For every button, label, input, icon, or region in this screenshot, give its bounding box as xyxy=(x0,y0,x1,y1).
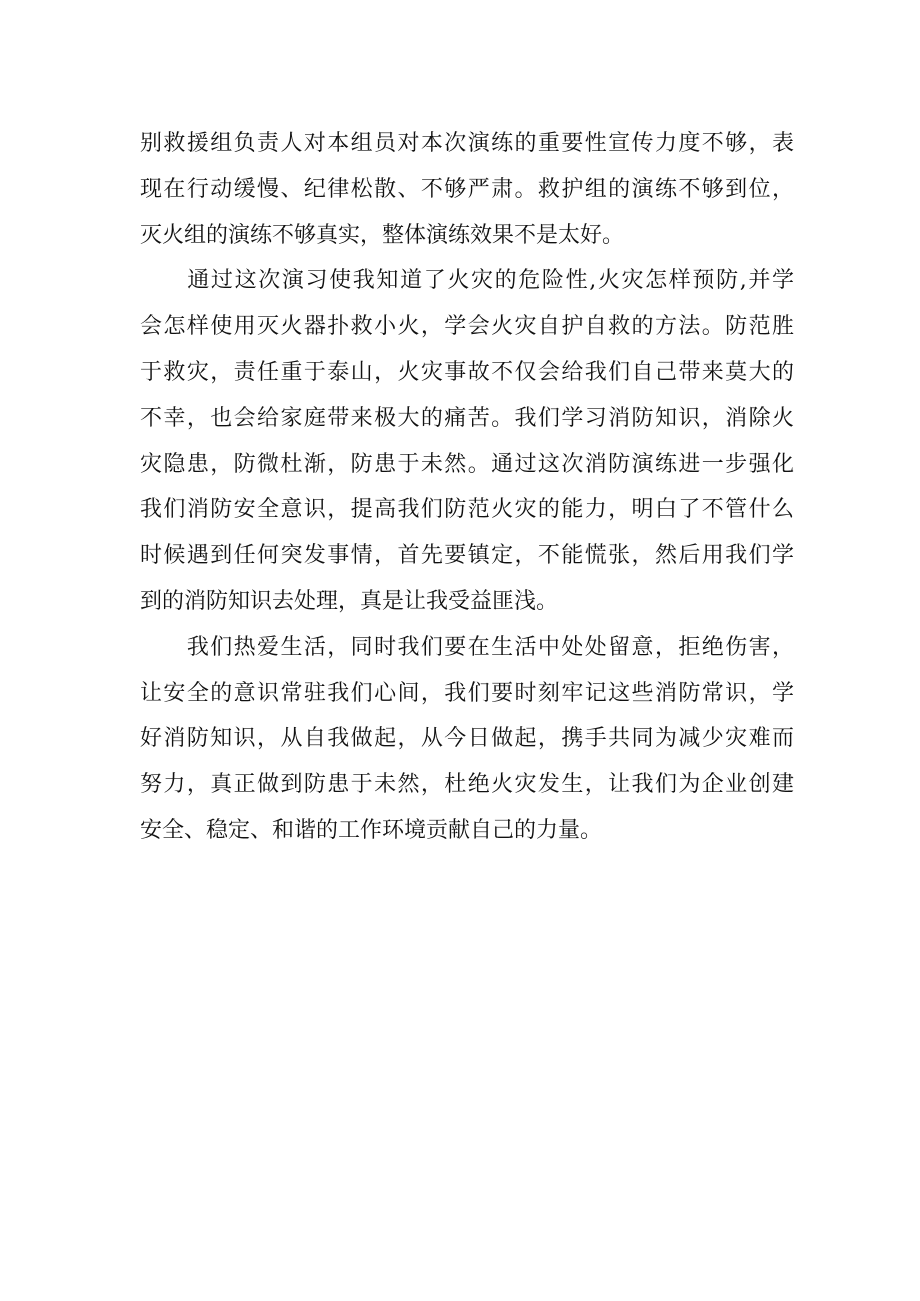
text-line: 好消防知识，从自我做起，从今日做起，携手共同为减少灾难而 xyxy=(140,726,794,752)
text-line: 会怎样使用灭火器扑救小火，学会火灾自护自救的方法。防范胜 xyxy=(140,314,794,340)
paragraph-1 xyxy=(140,121,794,258)
text-line: 努力，真正做到防患于未然，杜绝火灾发生，让我们为企业创建 xyxy=(140,772,794,798)
text-line: 到的消防知识去处理，真是让我受益匪浅。 xyxy=(140,588,559,614)
text-line: 让安全的意识常驻我们心间，我们要时刻牢记这些消防常识，学 xyxy=(140,680,794,706)
text-line: 不幸，也会给家庭带来极大的痛苦。我们学习消防知识，消除火 xyxy=(140,405,794,431)
text-line: 现在行动缓慢、纪律松散、不够严肃。救护组的演练不够到位， xyxy=(140,176,794,202)
paragraph-2 xyxy=(140,258,794,624)
text-line: 我们消防安全意识，提高我们防范火灾的能力，明白了不管什么 xyxy=(140,497,794,523)
text-line: 于救灾，责任重于泰山，火灾事故不仅会给我们自己带来莫大的 xyxy=(140,359,794,385)
text-line: 灭火组的演练不够真实，整体演练效果不是太好。 xyxy=(140,222,625,248)
text-line: 通过这次演习使我知道了火灾的危险性,火灾怎样预防,并学 xyxy=(140,268,794,294)
paragraph-3 xyxy=(140,625,794,854)
text-line: 时候遇到任何突发事情，首先要镇定，不能慌张，然后用我们学 xyxy=(140,543,794,569)
document-body xyxy=(140,121,794,854)
text-line: 我们热爱生活，同时我们要在生活中处处留意，拒绝伤害， xyxy=(140,634,794,660)
text-line: 灾隐患，防微杜渐，防患于未然。通过这次消防演练进一步强化 xyxy=(140,451,794,477)
text-line: 别救援组负责人对本组员对本次演练的重要性宣传力度不够，表 xyxy=(140,131,794,156)
text-line: 安全、稳定、和谐的工作环境贡献自己的力量。 xyxy=(140,817,603,843)
